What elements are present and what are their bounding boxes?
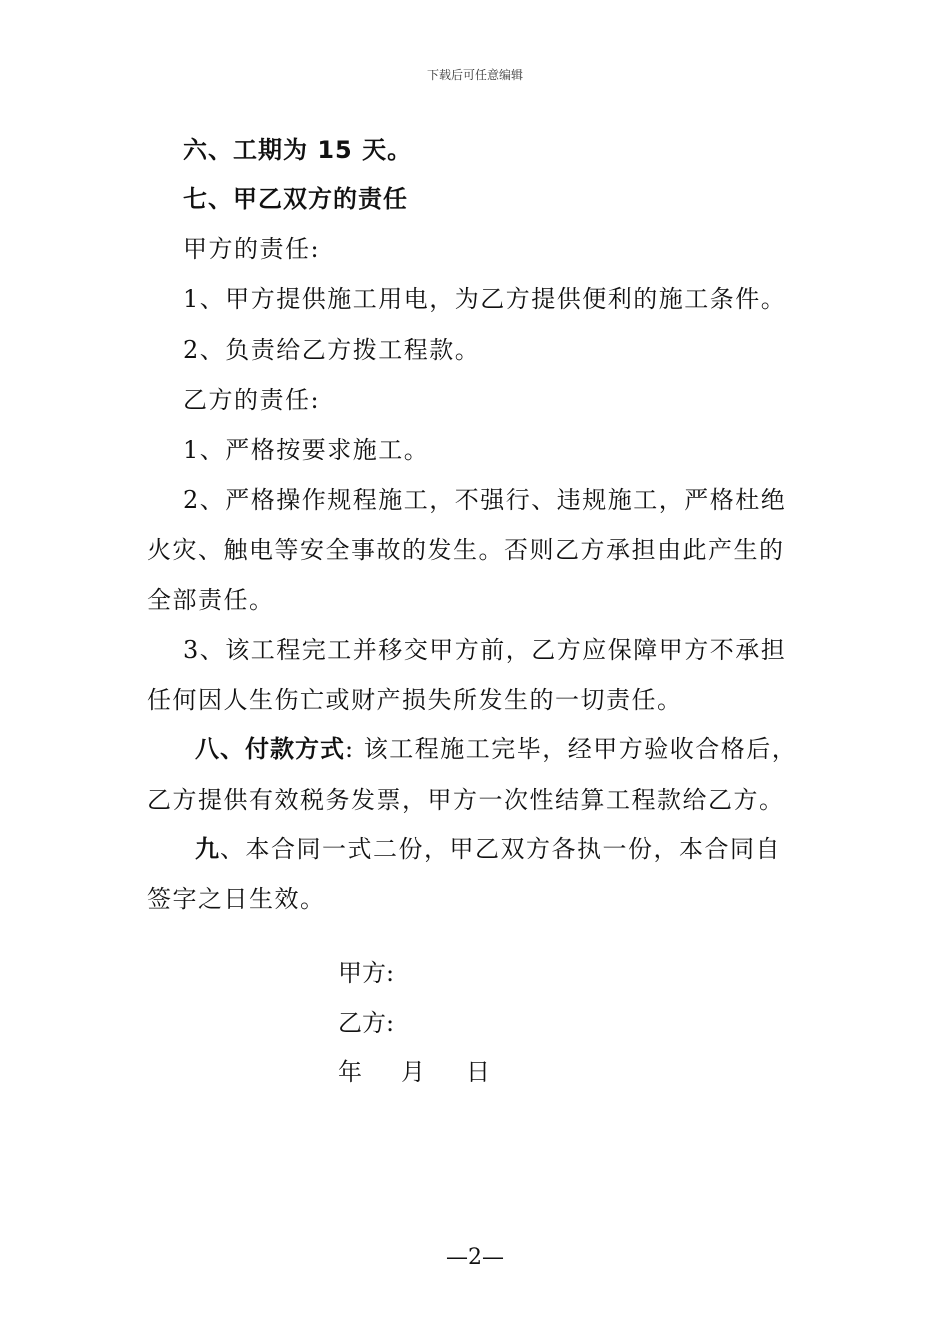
party-b-item-2-line-2: 火灾、触电等安全事故的发生。否则乙方承担由此产生的 — [147, 536, 785, 564]
clause-seven-title: 七、甲乙双方的责任 — [183, 185, 408, 213]
clause-nine-label: 九 — [195, 835, 220, 863]
party-b-item-2-line-1: 2、严格操作规程施工，不强行、违规施工，严格杜绝 — [183, 486, 787, 514]
clause-nine-line-1 — [195, 833, 781, 865]
party-b-item-1: 1、严格按要求施工。 — [183, 436, 430, 464]
clause-nine-line-2: 签字之日生效。 — [147, 885, 326, 913]
clause-eight-line-1 — [195, 733, 797, 765]
clause-eight-line-2: 乙方提供有效税务发票，甲方一次性结算工程款给乙方。 — [147, 786, 785, 814]
signature-party-b: 乙方: — [338, 1009, 395, 1037]
party-b-responsibility-heading: 乙方的责任: — [183, 386, 321, 414]
party-b-item-2-line-3: 全部责任。 — [147, 586, 275, 614]
party-a-item-2: 2、负责给乙方拨工程款。 — [183, 336, 481, 364]
party-b-item-3-line-1: 3、该工程完工并移交甲方前，乙方应保障甲方不承担 — [183, 636, 787, 664]
page-number: —2— — [446, 1245, 504, 1270]
date-month: 月 — [401, 1058, 425, 1086]
clause-six-duration: 六、工期为 15 天。 — [183, 136, 413, 164]
date-day: 日 — [466, 1058, 490, 1086]
party-b-item-3-line-2: 任何因人生伤亡或财产损失所发生的一切责任。 — [147, 686, 683, 714]
clause-eight-text-1: : 该工程施工完毕，经甲方验收合格后， — [345, 735, 798, 763]
clause-nine-text-1: 、本合同一式二份，甲乙双方各执一份，本合同自 — [220, 835, 781, 863]
page-header-note: 下载后可任意编辑 — [426, 68, 523, 82]
clause-eight-label: 八、付款方式 — [195, 735, 345, 763]
signature-party-a: 甲方: — [338, 959, 395, 987]
party-a-item-1: 1、甲方提供施工用电，为乙方提供便利的施工条件。 — [183, 285, 787, 313]
date-year: 年 — [338, 1058, 362, 1086]
signature-date — [338, 1056, 490, 1088]
party-a-responsibility-heading: 甲方的责任: — [183, 235, 321, 263]
